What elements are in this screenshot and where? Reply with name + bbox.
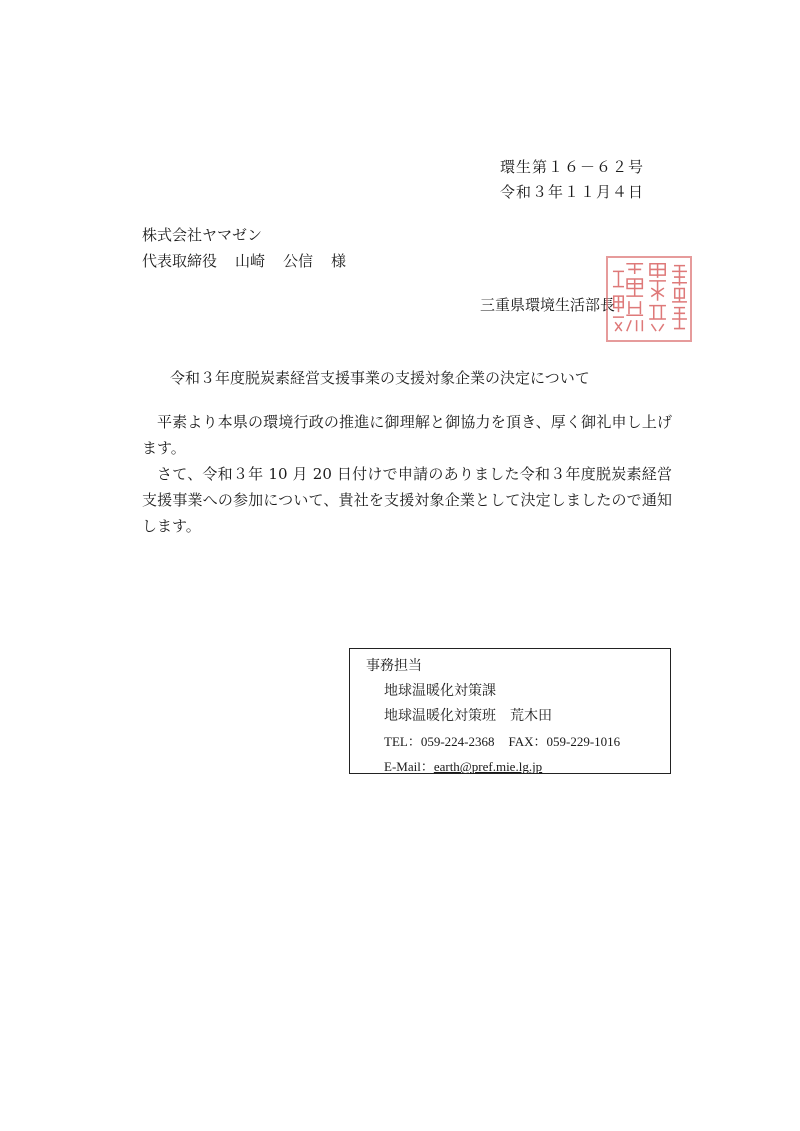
body-paragraph-2: さて、令和３年 10 月 20 日付けで申請のありました令和３年度脱炭素経営支援事業への参加について、貴社を支援対象企業として決定しましたので通知します。: [142, 465, 672, 535]
contact-email-label: E-Mail：: [384, 759, 434, 774]
body-paragraph-1: 平素より本県の環境行政の推進に御理解と御協力を頂き、厚く御礼申し上げます。: [142, 413, 672, 457]
official-seal-icon: [606, 256, 692, 342]
addressee-given-name: 公信: [283, 252, 314, 270]
contact-box: [349, 648, 671, 774]
contact-team: 地球温暖化対策班: [384, 708, 496, 724]
subject-line: 令和３年度脱炭素経営支援事業の支援対象企業の決定について: [170, 369, 590, 387]
addressee-representative: [142, 248, 346, 274]
contact-fax: FAX：059-229-1016: [508, 734, 621, 749]
contact-tel: TEL：059-224-2368: [384, 734, 495, 749]
addressee-title: 代表取締役: [142, 252, 218, 270]
seal-graphic: [608, 258, 690, 340]
sender-name: 三重県環境生活部長: [480, 296, 616, 314]
contact-person: 荒木田: [510, 708, 552, 724]
document-date: 令和３年１１月４日: [500, 183, 645, 201]
contact-heading: 事務担当: [366, 658, 422, 674]
addressee-surname: 山崎: [235, 252, 266, 270]
contact-email-line: [384, 754, 670, 779]
contact-team-line: [384, 704, 670, 729]
addressee-company: 株式会社ヤマゼン: [142, 226, 263, 244]
contact-division: 地球温暖化対策課: [384, 683, 496, 699]
addressee-block: [142, 222, 346, 274]
letter-body: [142, 409, 672, 539]
reference-block: [500, 155, 670, 205]
contact-phone-line: [384, 729, 670, 754]
document-number: 環生第１６－６２号: [500, 158, 645, 176]
contact-email-link[interactable]: earth@pref.mie.lg.jp: [433, 759, 543, 774]
addressee-honorific: 様: [331, 252, 347, 270]
